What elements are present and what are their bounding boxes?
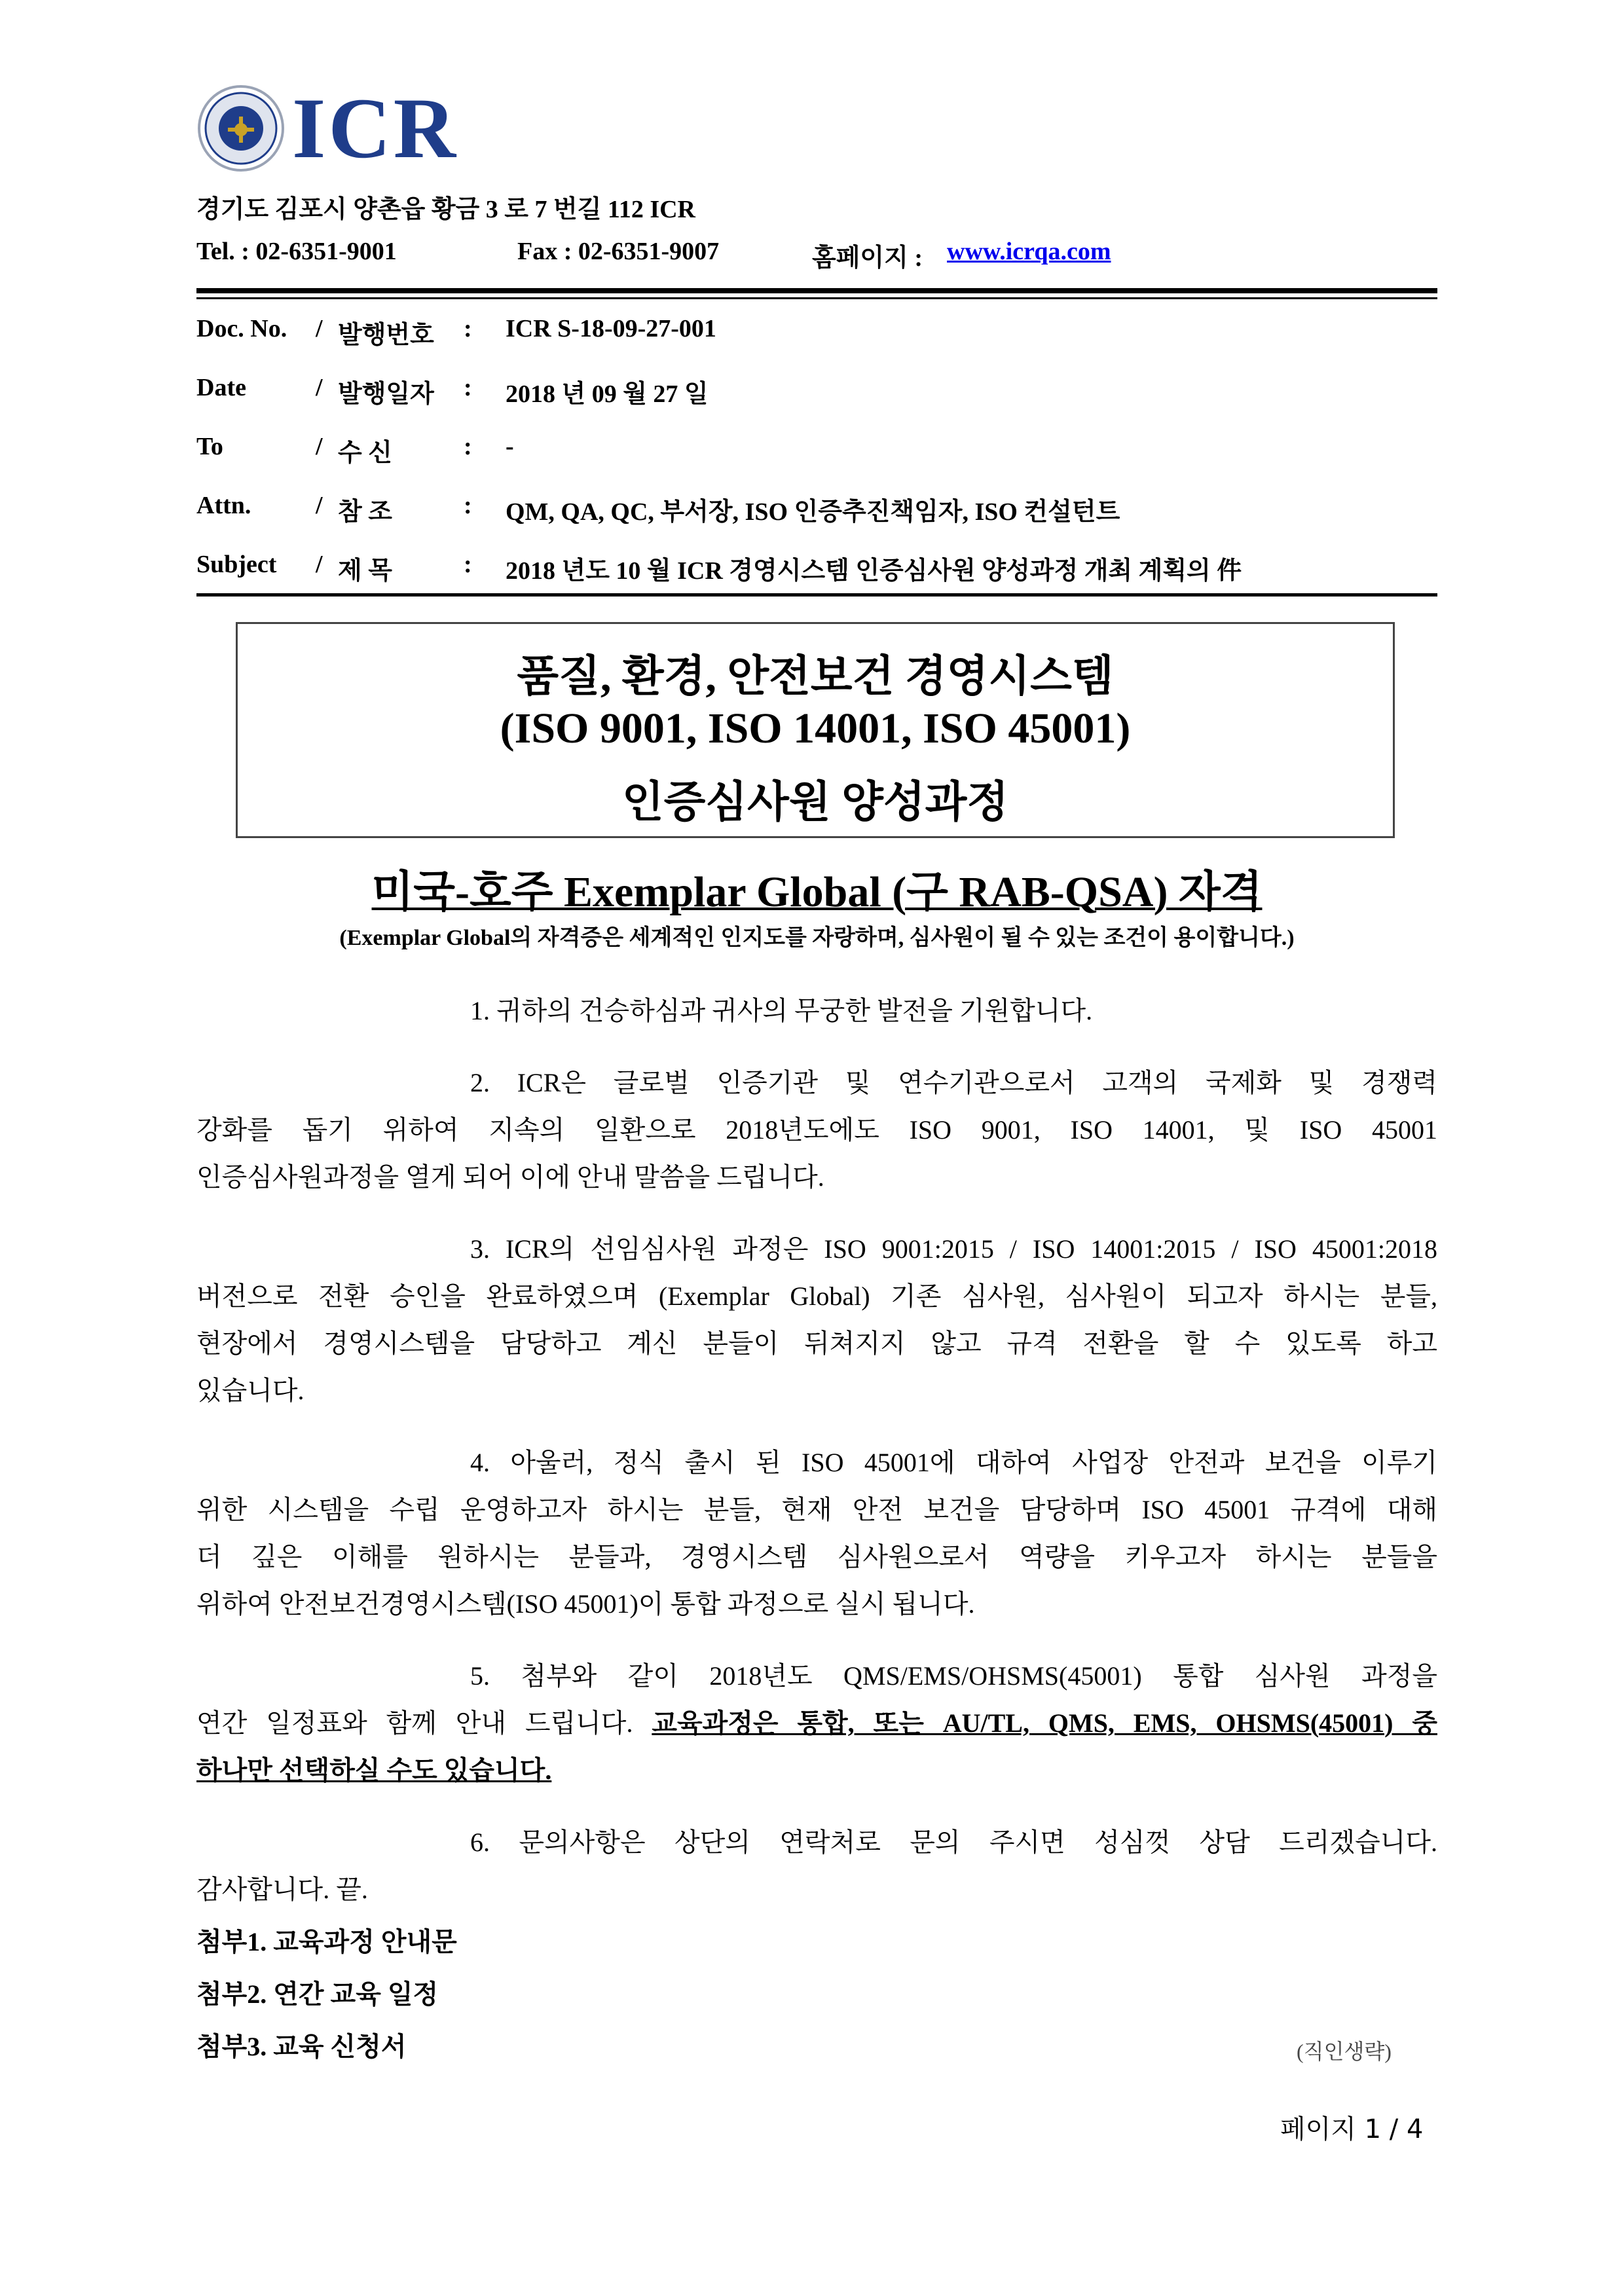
course-title-line2: (ISO 9001, ISO 14001, ISO 45001): [500, 705, 1131, 752]
paragraph-3-line3: 현장에서 경영시스템을 담당하고 계신 분들이 뒤쳐지지 않고 규격 전환을 할 수 있도록 하고: [196, 1329, 1437, 1358]
date-label-en: Date: [196, 374, 246, 401]
paragraph-3-line4: 있습니다.: [196, 1376, 304, 1405]
paragraph-3-line2: 버전으로 전환 승인을 완료하였으며 (Exemplar Global) 기존 심사원, 심사원이 되고자 하시는 분들,: [196, 1281, 1437, 1311]
company-logo: [196, 80, 471, 176]
paragraph-4-line2: 위한 시스템을 수립 운영하고자 하시는 분들, 현재 안전 보건을 담당하며 ISO 45001 규격에 대해: [196, 1495, 1437, 1524]
subject-value: 2018 년도 10 월 ICR 경영시스템 인증심사원 양성과정 개최 계획의 件: [506, 557, 1242, 585]
doc-number-row: [196, 314, 1437, 354]
qualification-headline-text: 미국-호주 Exemplar Global (구 RAB-QSA) 자격: [371, 868, 1263, 916]
company-address: 경기도 김포시 양촌읍 황금 3 로 7 번길 112 ICR: [196, 196, 695, 223]
subject-divider: [196, 593, 1437, 597]
attn-label-en: Attn.: [196, 492, 251, 519]
date-value: 2018 년 09 월 27 일: [506, 380, 709, 408]
qualification-headline: [196, 856, 1437, 919]
course-title-line3: 인증심사원 양성과정: [621, 779, 1009, 826]
paragraph-3-line1: 3. ICR의 선임심사원 과정은 ISO 9001:2015 / ISO 14001:2015 / ISO 45001:2018: [470, 1234, 1437, 1264]
page-number: 페이지 1 / 4: [1280, 2114, 1424, 2144]
doc-number-label-en: Doc. No.: [196, 315, 287, 342]
separator: /: [316, 433, 323, 460]
seal-omitted-note: (직인생략): [1297, 2040, 1392, 2063]
colon: :: [464, 492, 472, 519]
header-divider-thin: [196, 297, 1437, 299]
colon: :: [464, 551, 472, 578]
separator: /: [316, 315, 323, 342]
tel-number: Tel. : 02-6351-9001: [196, 238, 397, 265]
paragraph-5-line1: 5. 첨부와 같이 2018년도 QMS/EMS/OHSMS(45001) 통합 심사원 과정을: [470, 1661, 1437, 1691]
separator: /: [316, 551, 323, 578]
doc-number-label-ko: 발행번호: [338, 321, 434, 349]
paragraph-4-line1: 4. 아울러, 정식 출시 된 ISO 45001에 대하여 사업장 안전과 보건을 이루기: [470, 1448, 1437, 1477]
colon: :: [464, 374, 472, 401]
attachment-1: 첨부1. 교육과정 안내문: [196, 1927, 457, 1956]
paragraph-2-line3: 인증심사원과정을 열게 되어 이에 안내 말씀을 드립니다.: [196, 1162, 824, 1192]
logo-seal-icon: [196, 84, 286, 173]
date-label-ko: 발행일자: [338, 380, 434, 408]
header-divider: [196, 288, 1437, 293]
homepage-label: 홈페이지 :: [812, 244, 923, 272]
homepage-link[interactable]: www.icrqa.com: [947, 238, 1111, 265]
separator: /: [316, 374, 323, 401]
to-row: [196, 432, 1437, 471]
to-label-ko: 수 신: [338, 439, 392, 467]
paragraph-2-line1: 2. ICR은 글로벌 인증기관 및 연수기관으로서 고객의 국제화 및 경쟁력: [470, 1068, 1437, 1097]
subject-label-en: Subject: [196, 551, 277, 578]
paragraph-6-line1: 6. 문의사항은 상단의 연락처로 문의 주시면 성심껏 상담 드리겠습니다.: [470, 1827, 1437, 1857]
attn-value: QM, QA, QC, 부서장, ISO 인증추진책임자, ISO 컨설턴트: [506, 498, 1120, 526]
colon: :: [464, 433, 472, 460]
attachment-3: 첨부3. 교육 신청서: [196, 2032, 407, 2061]
paragraph-5-plain: 연간 일정표와 함께 안내 드립니다.: [196, 1708, 633, 1738]
paragraph-4-line4: 위하여 안전보건경영시스템(ISO 45001)이 통합 과정으로 실시 됩니다.: [196, 1589, 975, 1619]
logo-wordmark: ICR: [292, 80, 459, 176]
paragraph-2-line2: 강화를 돕기 위하여 지속의 일환으로 2018년도에도 ISO 9001, ISO 14001, 및 ISO 45001: [196, 1115, 1437, 1145]
colon: :: [464, 315, 472, 342]
attn-row: [196, 491, 1437, 530]
subject-row: [196, 550, 1437, 589]
to-label-en: To: [196, 433, 223, 460]
paragraph-5-line3: 하나만 선택하실 수도 있습니다.: [196, 1755, 552, 1785]
subject-label-ko: 제 목: [338, 557, 392, 585]
paragraph-1: 1. 귀하의 건승하심과 귀사의 무궁한 발전을 기원합니다.: [470, 996, 1093, 1025]
paragraph-5-emphasis: 교육과정은 통합, 또는 AU/TL, QMS, EMS, OHSMS(45001) 중: [652, 1708, 1437, 1738]
course-title-line1: 품질, 환경, 안전보건 경영시스템: [517, 653, 1114, 701]
doc-number-value: ICR S-18-09-27-001: [506, 315, 716, 342]
paragraph-6-line2: 감사합니다. 끝.: [196, 1875, 368, 1904]
paragraph-5-line2: [196, 1702, 1437, 1742]
attachment-2: 첨부2. 연간 교육 일정: [196, 1979, 439, 2009]
to-value: -: [506, 433, 514, 460]
fax-number: Fax : 02-6351-9007: [517, 238, 720, 265]
date-row: [196, 373, 1437, 413]
separator: /: [316, 492, 323, 519]
qualification-note: (Exemplar Global의 자격증은 세계적인 인지도를 자랑하며, 심사원이 될 수 있는 조건이 용이합니다.): [339, 926, 1295, 950]
attn-label-ko: 참 조: [338, 498, 392, 526]
course-title-box: [236, 622, 1395, 838]
paragraph-4-line3: 더 깊은 이해를 원하시는 분들과, 경영시스템 심사원으로서 역량을 키우고자 하시는 분들을: [196, 1542, 1437, 1571]
